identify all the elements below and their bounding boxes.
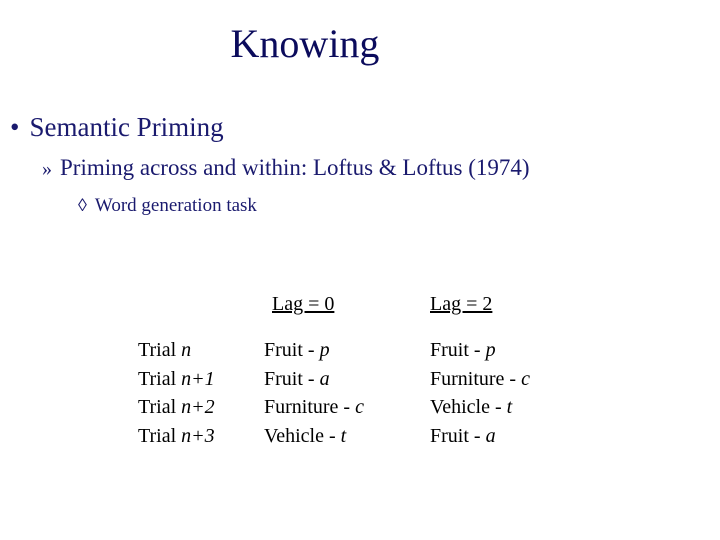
letter-text: c bbox=[521, 367, 530, 390]
slide-title: Knowing bbox=[230, 21, 380, 66]
trial-label: Trial bbox=[138, 367, 182, 390]
category-text: Fruit - bbox=[264, 339, 320, 361]
lag-2-cell bbox=[430, 336, 530, 365]
trial-row bbox=[138, 365, 215, 394]
bullet-level-2-text: Priming across and within: Loftus & Loftus (1974) bbox=[60, 155, 530, 180]
letter-text: c bbox=[355, 396, 364, 418]
trial-index: n+3 bbox=[181, 424, 215, 447]
letter-text: p bbox=[485, 339, 496, 361]
lag-0-cell bbox=[264, 336, 364, 365]
category-text: Furniture - bbox=[264, 396, 356, 418]
trial-row bbox=[138, 336, 215, 365]
bullet-level-3 bbox=[78, 195, 257, 217]
lag-2-column bbox=[430, 336, 530, 450]
bullet-level-1-text: Semantic Priming bbox=[29, 112, 224, 142]
lag-0-cell bbox=[264, 393, 364, 422]
bullet-diamond-icon: ◊ bbox=[78, 195, 87, 215]
trial-row bbox=[138, 393, 215, 422]
trial-index: n+1 bbox=[181, 367, 215, 390]
lag-0-cell bbox=[264, 365, 364, 394]
letter-text: a bbox=[319, 367, 330, 390]
category-text: Vehicle - bbox=[264, 424, 341, 447]
bullet-level-3-text: Word generation task bbox=[94, 195, 257, 216]
header-lag-0: Lag = 0 bbox=[272, 293, 335, 315]
category-text: Fruit - bbox=[264, 367, 320, 390]
category-text: Vehicle - bbox=[430, 396, 507, 418]
trial-index: n+2 bbox=[181, 396, 215, 418]
letter-text: t bbox=[340, 424, 347, 447]
bullet-dot-icon: • bbox=[10, 112, 20, 142]
bullet-chevron-icon: » bbox=[42, 158, 52, 180]
lag-2-cell bbox=[430, 422, 530, 451]
letter-text: p bbox=[319, 339, 330, 361]
trial-index: n bbox=[181, 339, 192, 361]
category-text: Fruit - bbox=[430, 424, 486, 447]
lag-0-cell bbox=[264, 422, 364, 451]
letter-text: a bbox=[485, 424, 496, 447]
trial-label: Trial bbox=[138, 339, 182, 361]
lag-2-cell bbox=[430, 393, 530, 422]
letter-text: t bbox=[506, 396, 513, 418]
trial-row bbox=[138, 422, 215, 451]
bullet-level-1 bbox=[10, 112, 224, 143]
category-text: Fruit - bbox=[430, 339, 486, 361]
trial-column bbox=[138, 336, 215, 450]
trial-label: Trial bbox=[138, 396, 182, 418]
trial-label: Trial bbox=[138, 424, 182, 447]
category-text: Furniture - bbox=[430, 367, 522, 390]
lag-2-cell bbox=[430, 365, 530, 394]
header-lag-2: Lag = 2 bbox=[430, 293, 493, 315]
lag-0-column bbox=[264, 336, 364, 450]
bullet-level-2 bbox=[42, 155, 530, 181]
